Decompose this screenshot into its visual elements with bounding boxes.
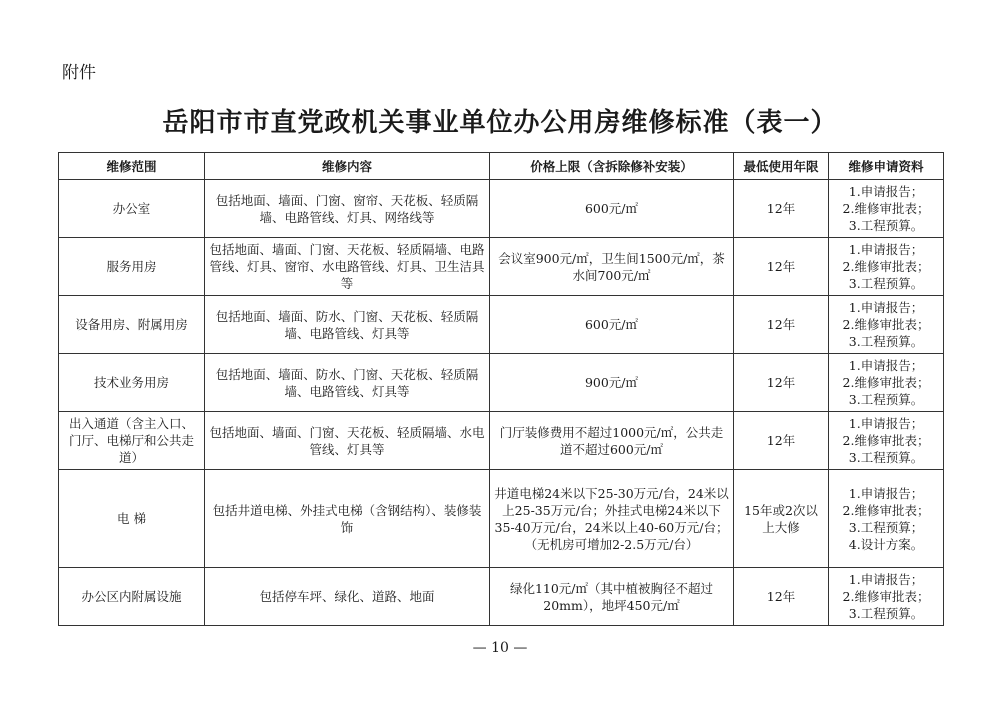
header-scope: 维修范围 [59, 153, 205, 180]
years-cell: 12年 [734, 180, 829, 238]
repair-standard-table [58, 152, 944, 626]
price-cell: 600元/㎡ [490, 296, 734, 354]
years-cell: 12年 [734, 238, 829, 296]
years-cell: 12年 [734, 412, 829, 470]
scope-cell: 办公室 [59, 180, 205, 238]
header-materials: 维修申请资料 [829, 153, 944, 180]
material-item: 1.申请报告； [848, 416, 924, 431]
header-price: 价格上限（含拆除修补安装） [490, 153, 734, 180]
material-item: 1.申请报告； [848, 572, 924, 587]
material-item: 3.工程预算。 [848, 334, 924, 349]
table-row [59, 296, 944, 354]
price-cell: 门厅装修费用不超过1000元/㎡，公共走道不超过600元/㎡ [490, 412, 734, 470]
table-row [59, 470, 944, 568]
header-content: 维修内容 [205, 153, 490, 180]
price-cell: 会议室900元/㎡，卫生间1500元/㎡，茶水间700元/㎡ [490, 238, 734, 296]
materials-cell [829, 354, 944, 412]
document-title: 岳阳市市直党政机关事业单位办公用房维修标准（表一） [162, 108, 838, 138]
material-item: 1.申请报告； [848, 358, 924, 373]
material-item: 1.申请报告； [848, 242, 924, 257]
price-cell: 绿化110元/㎡（其中植被胸径不超过20mm），地坪450元/㎡ [490, 568, 734, 626]
material-item: 3.工程预算。 [848, 606, 924, 621]
material-item: 1.申请报告； [848, 300, 924, 315]
table-row [59, 568, 944, 626]
materials-cell [829, 412, 944, 470]
materials-cell [829, 470, 944, 568]
material-item: 3.工程预算。 [848, 218, 924, 233]
materials-cell [829, 238, 944, 296]
years-cell: 12年 [734, 354, 829, 412]
content-cell: 包括停车坪、绿化、道路、地面 [205, 568, 490, 626]
table-row [59, 238, 944, 296]
price-cell: 600元/㎡ [490, 180, 734, 238]
table-row [59, 354, 944, 412]
material-item: 2.维修审批表； [842, 589, 930, 604]
price-cell: 900元/㎡ [490, 354, 734, 412]
attachment-label: 附件 [62, 63, 96, 83]
materials-cell [829, 568, 944, 626]
material-item: 3.工程预算。 [848, 276, 924, 291]
content-cell: 包括地面、墙面、防水、门窗、天花板、轻质隔墙、电路管线、灯具等 [205, 296, 490, 354]
table-header-row [59, 153, 944, 180]
page-number: — 10 — [472, 640, 528, 656]
content-cell: 包括地面、墙面、门窗、窗帘、天花板、轻质隔墙、电路管线、灯具、网络线等 [205, 180, 490, 238]
content-cell: 包括地面、墙面、门窗、天花板、轻质隔墙、水电管线、灯具等 [205, 412, 490, 470]
scope-cell: 办公区内附属设施 [59, 568, 205, 626]
material-item: 2.维修审批表； [842, 201, 930, 216]
material-item: 2.维修审批表； [842, 317, 930, 332]
material-item: 3.工程预算； [848, 519, 924, 535]
scope-cell: 技术业务用房 [59, 354, 205, 412]
years-cell: 15年或2次以上大修 [734, 470, 829, 568]
material-item: 2.维修审批表； [842, 433, 930, 448]
material-item: 2.维修审批表； [842, 375, 930, 390]
material-item: 2.维修审批表； [842, 259, 930, 274]
material-item: 1.申请报告； [848, 184, 924, 199]
years-cell: 12年 [734, 568, 829, 626]
materials-cell [829, 296, 944, 354]
content-cell: 包括井道电梯、外挂式电梯（含钢结构）、装修装饰 [205, 470, 490, 568]
price-cell: 井道电梯24米以下25-30万元/台，24米以上25-35万元/台；外挂式电梯24米以下35-40万元/台，24米以上40-60万元/台；（无机房可增加2-2.5万元/台） [490, 470, 734, 568]
material-item: 2.维修审批表； [842, 502, 930, 518]
years-cell: 12年 [734, 296, 829, 354]
table-row [59, 180, 944, 238]
materials-cell [829, 180, 944, 238]
table-row [59, 412, 944, 470]
content-cell: 包括地面、墙面、门窗、天花板、轻质隔墙、电路管线、灯具、窗帘、水电路管线、灯具、卫生洁具等 [205, 238, 490, 296]
material-item: 3.工程预算。 [848, 450, 924, 465]
material-item: 4.设计方案。 [848, 536, 924, 552]
scope-cell: 电 梯 [59, 470, 205, 568]
material-item: 3.工程预算。 [848, 392, 924, 407]
scope-cell: 服务用房 [59, 238, 205, 296]
scope-cell: 设备用房、附属用房 [59, 296, 205, 354]
material-item: 1.申请报告； [848, 485, 924, 501]
scope-cell: 出入通道（含主入口、门厅、电梯厅和公共走道） [59, 412, 205, 470]
header-years: 最低使用年限 [734, 153, 829, 180]
content-cell: 包括地面、墙面、防水、门窗、天花板、轻质隔墙、电路管线、灯具等 [205, 354, 490, 412]
